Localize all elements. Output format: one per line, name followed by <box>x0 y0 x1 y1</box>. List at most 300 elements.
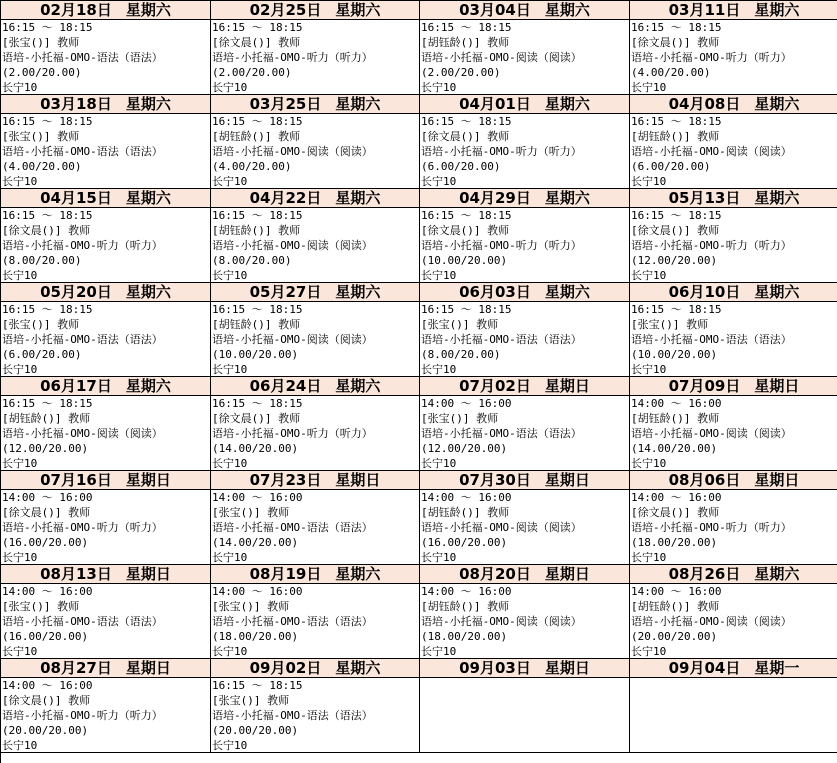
session-date: 03月11日 <box>668 1 741 19</box>
session-date: 09月04日 <box>668 659 741 677</box>
cell-date-header <box>211 95 419 114</box>
session-teacher: [张宝()] 教师 <box>212 694 290 707</box>
cell-date-header <box>420 565 629 584</box>
session-date: 08月06日 <box>668 471 741 489</box>
session-course: 语培-小托福-OMO-阅读（阅读） <box>631 615 792 628</box>
session-date: 07月30日 <box>459 471 531 489</box>
session-course: 语培-小托福-OMO-听力（听力） <box>421 145 582 158</box>
session-weekday: 星期六 <box>125 283 171 301</box>
session-teacher: [张宝()] 教师 <box>2 130 80 143</box>
session-details <box>1 584 210 659</box>
session-course: 语培-小托福-OMO-语法（语法） <box>2 51 163 64</box>
session-room: 长宁10 <box>421 175 457 188</box>
session-room: 长宁10 <box>2 175 38 188</box>
session-teacher: [徐文晨()] 教师 <box>421 130 510 143</box>
session-time: 14:00 ～ 16:00 <box>421 585 512 598</box>
session-room: 长宁10 <box>421 551 457 564</box>
session-progress: (16.00/20.00) <box>421 536 508 549</box>
schedule-cell <box>211 95 420 189</box>
session-room: 长宁10 <box>2 551 38 564</box>
session-progress: (18.00/20.00) <box>421 630 508 643</box>
session-progress: (14.00/20.00) <box>212 536 299 549</box>
session-room: 长宁10 <box>2 269 38 282</box>
session-date: 06月03日 <box>459 283 531 301</box>
cell-date-header <box>630 471 837 490</box>
session-progress: (4.00/20.00) <box>2 160 82 173</box>
cell-date-header <box>420 659 629 678</box>
schedule-cell <box>630 471 837 565</box>
session-room: 长宁10 <box>631 363 667 376</box>
cell-date-header <box>1 1 210 20</box>
session-time: 16:15 ～ 18:15 <box>212 115 303 128</box>
session-time: 14:00 ～ 16:00 <box>2 585 93 598</box>
session-room: 长宁10 <box>2 645 38 658</box>
session-time: 16:15 ～ 18:15 <box>631 303 722 316</box>
session-progress: (2.00/20.00) <box>212 66 292 79</box>
session-weekday: 星期日 <box>544 565 590 583</box>
session-teacher: [胡钰龄()] 教师 <box>212 224 301 237</box>
session-time: 14:00 ～ 16:00 <box>212 585 303 598</box>
session-date: 03月25日 <box>249 95 322 113</box>
cell-date-header <box>211 377 419 396</box>
session-teacher: [胡钰龄()] 教师 <box>631 600 720 613</box>
session-date: 07月09日 <box>668 377 741 395</box>
session-progress: (10.00/20.00) <box>631 348 718 361</box>
session-course: 语培-小托福-OMO-阅读（阅读） <box>421 521 582 534</box>
cell-date-header <box>630 377 837 396</box>
session-date: 07月02日 <box>459 377 531 395</box>
session-room: 长宁10 <box>212 551 248 564</box>
session-date: 04月08日 <box>668 95 741 113</box>
session-date: 05月20日 <box>40 283 112 301</box>
session-progress: (18.00/20.00) <box>212 630 299 643</box>
session-weekday: 星期六 <box>335 283 381 301</box>
session-time: 16:15 ～ 18:15 <box>212 21 303 34</box>
session-course: 语培-小托福-OMO-阅读（阅读） <box>2 427 163 440</box>
cell-date-header <box>1 565 210 584</box>
cell-date-header <box>420 283 629 302</box>
cell-date-header <box>630 283 837 302</box>
session-teacher: [徐文晨()] 教师 <box>212 36 301 49</box>
session-progress: (12.00/20.00) <box>631 254 718 267</box>
session-room: 长宁10 <box>631 81 667 94</box>
session-teacher: [胡钰龄()] 教师 <box>212 130 301 143</box>
session-progress: (14.00/20.00) <box>212 442 299 455</box>
schedule-cell <box>1 565 211 659</box>
session-teacher: [徐文晨()] 教师 <box>631 224 720 237</box>
session-date: 09月03日 <box>459 659 531 677</box>
session-course: 语培-小托福-OMO-阅读（阅读） <box>631 145 792 158</box>
session-course: 语培-小托福-OMO-语法（语法） <box>212 521 373 534</box>
session-progress: (16.00/20.00) <box>2 630 89 643</box>
session-details <box>630 584 837 659</box>
session-time: 16:15 ～ 18:15 <box>631 209 722 222</box>
session-progress: (18.00/20.00) <box>631 536 718 549</box>
session-room: 长宁10 <box>212 457 248 470</box>
cell-date-header <box>1 95 210 114</box>
session-date: 04月29日 <box>459 189 531 207</box>
cell-date-header <box>211 283 419 302</box>
session-progress: (12.00/20.00) <box>421 442 508 455</box>
cell-date-header <box>630 189 837 208</box>
schedule-cell <box>630 283 837 377</box>
session-weekday: 星期日 <box>125 565 171 583</box>
session-time: 14:00 ～ 16:00 <box>631 585 722 598</box>
session-teacher: [徐文晨()] 教师 <box>2 224 91 237</box>
session-course: 语培-小托福-OMO-听力（听力） <box>2 521 163 534</box>
session-course: 语培-小托福-OMO-听力（听力） <box>631 521 792 534</box>
session-teacher: [胡钰龄()] 教师 <box>2 412 91 425</box>
session-weekday: 星期六 <box>125 377 171 395</box>
cell-date-header <box>1 471 210 490</box>
session-date: 04月15日 <box>40 189 112 207</box>
session-weekday: 星期日 <box>754 471 800 489</box>
session-date: 02月25日 <box>249 1 322 19</box>
session-course: 语培-小托福-OMO-语法（语法） <box>2 615 163 628</box>
schedule-cell <box>211 377 420 471</box>
session-room: 长宁10 <box>2 363 38 376</box>
session-weekday: 星期六 <box>754 95 800 113</box>
session-details <box>1 114 210 189</box>
session-time: 16:15 ～ 18:15 <box>2 115 93 128</box>
session-weekday: 星期日 <box>544 471 590 489</box>
session-details <box>420 20 629 95</box>
session-time: 14:00 ～ 16:00 <box>631 491 722 504</box>
session-details <box>1 302 210 377</box>
session-room: 长宁10 <box>421 645 457 658</box>
session-time: 16:15 ～ 18:15 <box>212 679 303 692</box>
session-room: 长宁10 <box>631 269 667 282</box>
session-room: 长宁10 <box>421 363 457 376</box>
session-details <box>1 396 210 471</box>
session-date: 05月13日 <box>668 189 741 207</box>
session-teacher: [徐文晨()] 教师 <box>2 694 91 707</box>
session-teacher: [胡钰龄()] 教师 <box>421 36 510 49</box>
schedule-cell <box>630 377 837 471</box>
session-course: 语培-小托福-OMO-语法（语法） <box>2 333 163 346</box>
session-details <box>211 302 419 377</box>
session-time: 16:15 ～ 18:15 <box>212 303 303 316</box>
session-details <box>211 208 419 283</box>
session-room: 长宁10 <box>2 81 38 94</box>
session-progress: (16.00/20.00) <box>2 536 89 549</box>
session-details <box>420 114 629 189</box>
session-room: 长宁10 <box>631 457 667 470</box>
session-course: 语培-小托福-OMO-语法（语法） <box>212 615 373 628</box>
cell-date-header <box>420 95 629 114</box>
schedule-cell <box>211 471 420 565</box>
session-course: 语培-小托福-OMO-阅读（阅读） <box>212 333 373 346</box>
session-progress: (2.00/20.00) <box>421 66 501 79</box>
cell-date-header <box>1 283 210 302</box>
session-room: 长宁10 <box>2 739 38 752</box>
session-weekday: 星期六 <box>335 1 381 19</box>
session-weekday: 星期六 <box>335 189 381 207</box>
schedule-cell <box>1 659 211 753</box>
session-time: 16:15 ～ 18:15 <box>2 303 93 316</box>
session-teacher: [张宝()] 教师 <box>2 318 80 331</box>
cell-date-header <box>211 471 419 490</box>
cell-date-header <box>211 659 419 678</box>
session-date: 06月10日 <box>668 283 741 301</box>
session-teacher: [徐文晨()] 教师 <box>631 36 720 49</box>
session-details <box>1 678 210 753</box>
session-weekday: 星期日 <box>544 659 590 677</box>
session-details <box>420 396 629 471</box>
session-time: 14:00 ～ 16:00 <box>421 397 512 410</box>
schedule-cell <box>211 283 420 377</box>
session-teacher: [徐文晨()] 教师 <box>421 224 510 237</box>
schedule-cell <box>211 565 420 659</box>
session-room: 长宁10 <box>631 645 667 658</box>
session-course: 语培-小托福-OMO-阅读（阅读） <box>631 427 792 440</box>
session-time: 16:15 ～ 18:15 <box>2 209 93 222</box>
session-date: 04月01日 <box>459 95 531 113</box>
session-weekday: 星期日 <box>335 471 381 489</box>
schedule-cell <box>211 189 420 283</box>
schedule-cell <box>1 189 211 283</box>
session-date: 04月22日 <box>249 189 322 207</box>
session-time: 16:15 ～ 18:15 <box>631 21 722 34</box>
session-details <box>1 20 210 95</box>
session-weekday: 星期六 <box>544 189 590 207</box>
session-course: 语培-小托福-OMO-听力（听力） <box>212 51 373 64</box>
session-progress: (2.00/20.00) <box>2 66 82 79</box>
session-progress: (20.00/20.00) <box>2 724 89 737</box>
session-teacher: [张宝()] 教师 <box>2 600 80 613</box>
session-progress: (6.00/20.00) <box>2 348 82 361</box>
schedule-cell <box>420 189 630 283</box>
session-progress: (4.00/20.00) <box>212 160 292 173</box>
session-time: 16:15 ～ 18:15 <box>631 115 722 128</box>
session-progress: (14.00/20.00) <box>631 442 718 455</box>
session-time: 16:15 ～ 18:15 <box>421 209 512 222</box>
session-room: 长宁10 <box>212 363 248 376</box>
session-room: 长宁10 <box>212 175 248 188</box>
session-time: 14:00 ～ 16:00 <box>421 491 512 504</box>
session-teacher: [张宝()] 教师 <box>2 36 80 49</box>
session-weekday: 星期六 <box>754 565 800 583</box>
session-progress: (8.00/20.00) <box>421 348 501 361</box>
session-teacher: [张宝()] 教师 <box>421 318 499 331</box>
session-room: 长宁10 <box>421 81 457 94</box>
schedule-cell <box>420 471 630 565</box>
session-teacher: [徐文晨()] 教师 <box>212 412 301 425</box>
session-teacher: [胡钰龄()] 教师 <box>421 506 510 519</box>
schedule-cell <box>1 95 211 189</box>
session-details <box>1 490 210 565</box>
session-date: 07月16日 <box>40 471 112 489</box>
session-course: 语培-小托福-OMO-语法（语法） <box>421 427 582 440</box>
cell-date-header <box>1 659 210 678</box>
session-room: 长宁10 <box>212 269 248 282</box>
session-details <box>420 490 629 565</box>
session-weekday: 星期日 <box>544 377 590 395</box>
schedule-cell <box>420 95 630 189</box>
cell-date-header <box>420 377 629 396</box>
session-course: 语培-小托福-OMO-听力（听力） <box>212 427 373 440</box>
session-course: 语培-小托福-OMO-阅读（阅读） <box>421 615 582 628</box>
cell-date-header <box>420 1 629 20</box>
session-details <box>420 208 629 283</box>
session-details <box>420 584 629 659</box>
session-weekday: 星期六 <box>335 377 381 395</box>
session-weekday: 星期六 <box>335 565 381 583</box>
cell-date-header <box>1 189 210 208</box>
session-details <box>630 302 837 377</box>
session-course: 语培-小托福-OMO-阅读（阅读） <box>212 239 373 252</box>
schedule-cell <box>630 1 837 95</box>
schedule-cell <box>1 283 211 377</box>
session-progress: (20.00/20.00) <box>212 724 299 737</box>
session-progress: (8.00/20.00) <box>2 254 82 267</box>
session-weekday: 星期日 <box>125 471 171 489</box>
cell-date-header <box>211 565 419 584</box>
schedule-cell <box>420 565 630 659</box>
session-course: 语培-小托福-OMO-听力（听力） <box>631 239 792 252</box>
session-progress: (20.00/20.00) <box>631 630 718 643</box>
session-date: 08月27日 <box>40 659 112 677</box>
session-weekday: 星期一 <box>754 659 800 677</box>
session-time: 16:15 ～ 18:15 <box>212 209 303 222</box>
session-details <box>211 490 419 565</box>
session-room: 长宁10 <box>421 269 457 282</box>
session-details <box>211 114 419 189</box>
session-progress: (12.00/20.00) <box>2 442 89 455</box>
session-weekday: 星期六 <box>754 189 800 207</box>
session-details <box>630 20 837 95</box>
cell-date-header <box>630 95 837 114</box>
session-weekday: 星期六 <box>544 1 590 19</box>
cell-date-header <box>211 189 419 208</box>
session-details <box>1 208 210 283</box>
session-date: 03月18日 <box>40 95 112 113</box>
session-room: 长宁10 <box>212 81 248 94</box>
session-teacher: [胡钰龄()] 教师 <box>631 130 720 143</box>
session-details <box>211 20 419 95</box>
session-progress: (10.00/20.00) <box>421 254 508 267</box>
session-weekday: 星期日 <box>754 377 800 395</box>
session-weekday: 星期六 <box>125 189 171 207</box>
schedule-cell <box>630 565 837 659</box>
cell-date-header <box>1 377 210 396</box>
schedule-cell <box>420 659 630 753</box>
session-progress: (6.00/20.00) <box>631 160 711 173</box>
session-time: 16:15 ～ 18:15 <box>421 115 512 128</box>
session-time: 14:00 ～ 16:00 <box>631 397 722 410</box>
session-details <box>211 678 419 753</box>
cell-date-header <box>420 189 629 208</box>
schedule-cell <box>1 1 211 95</box>
session-weekday: 星期六 <box>544 283 590 301</box>
session-course: 语培-小托福-OMO-听力（听力） <box>421 239 582 252</box>
session-date: 06月24日 <box>249 377 322 395</box>
session-details <box>630 208 837 283</box>
session-teacher: [胡钰龄()] 教师 <box>631 412 720 425</box>
session-time: 16:15 ～ 18:15 <box>2 21 93 34</box>
session-date: 06月17日 <box>40 377 112 395</box>
session-progress: (6.00/20.00) <box>421 160 501 173</box>
session-teacher: [张宝()] 教师 <box>212 506 290 519</box>
session-course: 语培-小托福-OMO-语法（语法） <box>2 145 163 158</box>
schedule-cell <box>1 471 211 565</box>
cell-date-header <box>630 659 837 678</box>
session-teacher: [徐文晨()] 教师 <box>2 506 91 519</box>
session-details <box>630 114 837 189</box>
cell-date-header <box>211 1 419 20</box>
schedule-cell <box>420 377 630 471</box>
session-weekday: 星期六 <box>544 95 590 113</box>
session-teacher: [胡钰龄()] 教师 <box>421 600 510 613</box>
session-date: 05月27日 <box>249 283 322 301</box>
schedule-cell <box>630 95 837 189</box>
schedule-cell <box>420 1 630 95</box>
session-room: 长宁10 <box>212 739 248 752</box>
session-details <box>211 584 419 659</box>
session-date: 08月20日 <box>459 565 531 583</box>
session-room: 长宁10 <box>421 457 457 470</box>
session-date: 08月13日 <box>40 565 112 583</box>
cell-date-header <box>420 471 629 490</box>
session-date: 02月18日 <box>40 1 112 19</box>
session-teacher: [张宝()] 教师 <box>421 412 499 425</box>
session-room: 长宁10 <box>212 645 248 658</box>
session-time: 16:15 ～ 18:15 <box>421 21 512 34</box>
session-course: 语培-小托福-OMO-语法（语法） <box>212 709 373 722</box>
session-room: 长宁10 <box>631 551 667 564</box>
session-date: 09月02日 <box>249 659 322 677</box>
session-weekday: 星期六 <box>125 1 171 19</box>
cell-date-header <box>630 1 837 20</box>
session-time: 16:15 ～ 18:15 <box>2 397 93 410</box>
session-date: 08月26日 <box>668 565 741 583</box>
session-weekday: 星期六 <box>335 659 381 677</box>
session-time: 16:15 ～ 18:15 <box>212 397 303 410</box>
session-course: 语培-小托福-OMO-听力（听力） <box>2 239 163 252</box>
session-course: 语培-小托福-OMO-阅读（阅读） <box>421 51 582 64</box>
session-date: 03月04日 <box>459 1 531 19</box>
session-teacher: [徐文晨()] 教师 <box>631 506 720 519</box>
session-time: 14:00 ～ 16:00 <box>212 491 303 504</box>
session-course: 语培-小托福-OMO-阅读（阅读） <box>212 145 373 158</box>
schedule-cell <box>1 377 211 471</box>
session-progress: (10.00/20.00) <box>212 348 299 361</box>
session-weekday: 星期六 <box>125 95 171 113</box>
schedule-cell <box>630 659 837 753</box>
session-weekday: 星期六 <box>335 95 381 113</box>
session-progress: (4.00/20.00) <box>631 66 711 79</box>
session-course: 语培-小托福-OMO-听力（听力） <box>2 709 163 722</box>
session-details <box>211 396 419 471</box>
session-teacher: [张宝()] 教师 <box>212 600 290 613</box>
session-date: 08月19日 <box>249 565 322 583</box>
schedule-cell <box>630 189 837 283</box>
session-date: 07月23日 <box>249 471 322 489</box>
schedule-cell <box>211 659 420 753</box>
session-details <box>630 396 837 471</box>
session-teacher: [胡钰龄()] 教师 <box>212 318 301 331</box>
session-weekday: 星期六 <box>754 1 800 19</box>
session-weekday: 星期六 <box>754 283 800 301</box>
schedule-cell <box>211 1 420 95</box>
schedule-cell <box>420 283 630 377</box>
session-course: 语培-小托福-OMO-语法（语法） <box>631 333 792 346</box>
session-details <box>630 490 837 565</box>
session-course: 语培-小托福-OMO-听力（听力） <box>631 51 792 64</box>
session-time: 14:00 ～ 16:00 <box>2 491 93 504</box>
session-weekday: 星期日 <box>125 659 171 677</box>
session-teacher: [张宝()] 教师 <box>631 318 709 331</box>
